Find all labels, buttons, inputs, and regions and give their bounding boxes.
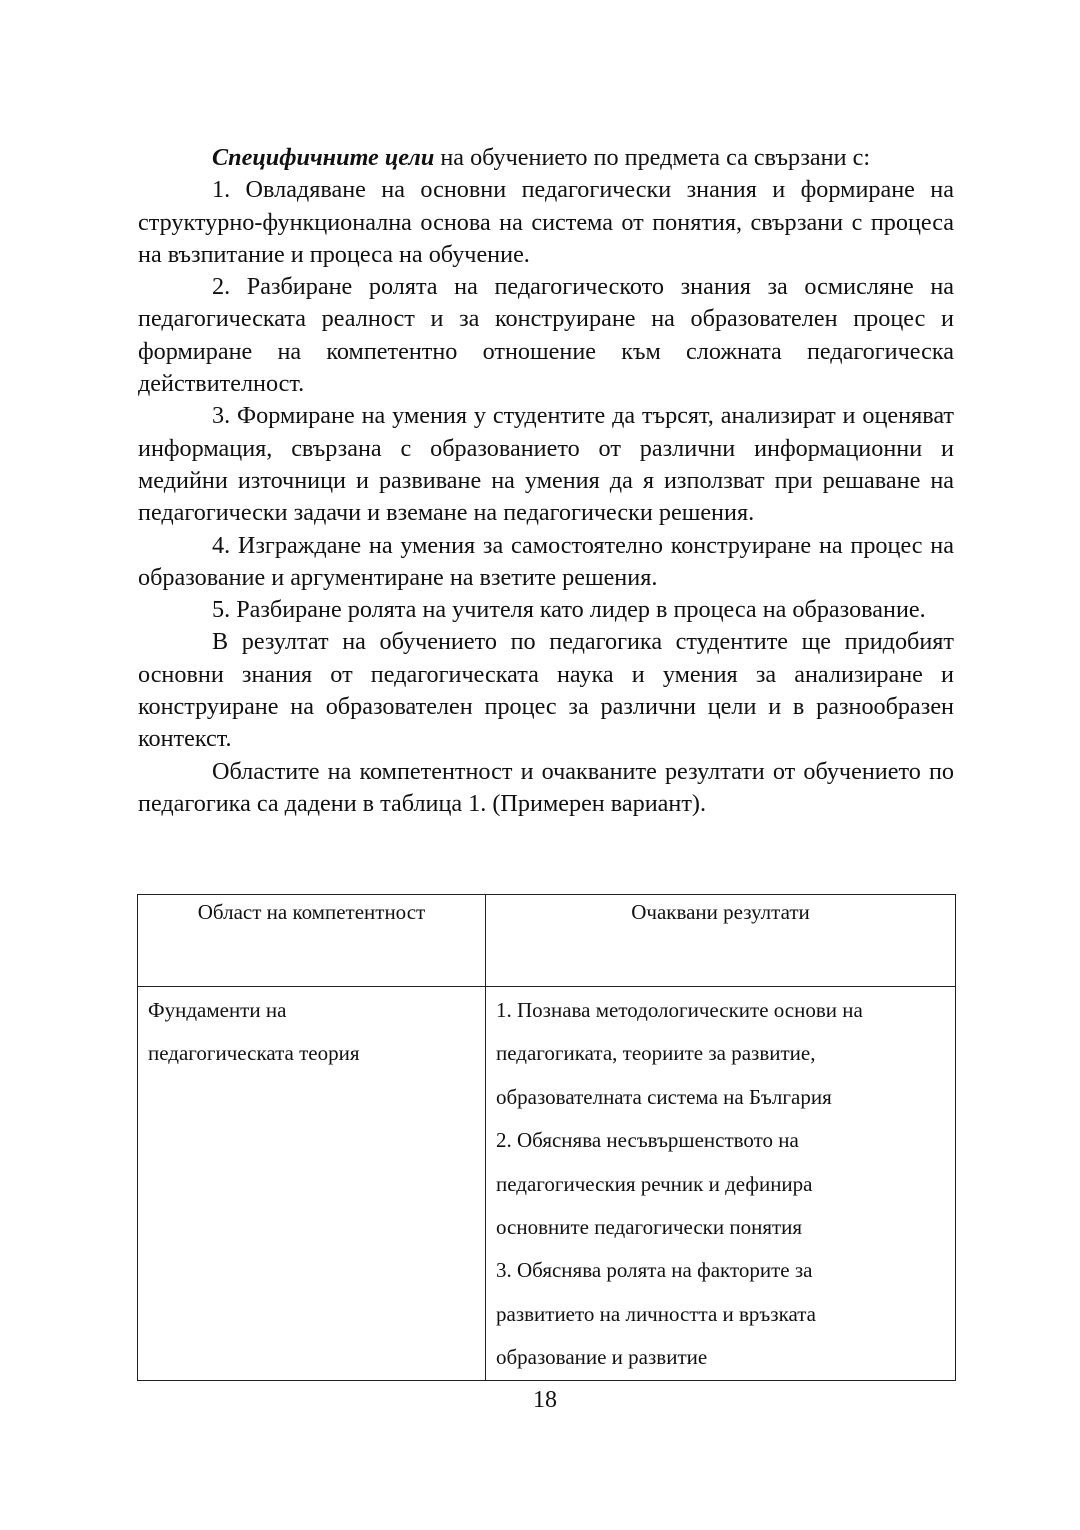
table-intro: Областите на компетентност и очакваните резултати от обучението по педагогика са дадени в таблица 1. (Примерен вариант).	[138, 757, 954, 817]
header-expected-results: Очаквани резултати	[486, 895, 956, 987]
result-line: развитието на личността и връзката	[496, 1301, 816, 1326]
page-number: 18	[533, 1387, 557, 1413]
body-text	[138, 142, 954, 820]
result-line: 2. Обяснява несъвършенството на	[496, 1128, 799, 1153]
goal-5: 5. Разбиране ролята на учителя като лидер в процеса на образование.	[212, 596, 926, 624]
table-header-row	[138, 895, 956, 987]
table-row	[138, 987, 956, 1381]
area-line: педагогическата теория	[148, 1041, 360, 1066]
competence-table	[137, 894, 956, 1381]
specific-goals-emphasis: Специфичните цели	[212, 144, 435, 171]
cell-expected-results	[486, 987, 956, 1381]
goal-1: 1. Овладяване на основни педагогически знания и формиране на структурно-функционална основа на система от понятия, свързани с процеса на възпитание и процеса на обучение.	[138, 176, 954, 268]
specific-goals-intro-rest: на обучението по предмета са свързани с:	[434, 144, 871, 171]
goal-4: 4. Изграждане на умения за самостоятелно конструиране на процес на образование и аргументиране на взетите решения.	[138, 531, 954, 591]
result-line: педагогическия речник и дефинира	[496, 1171, 813, 1196]
result-line: 1. Познава методологическите основи на	[496, 998, 863, 1022]
competence-table-wrapper	[137, 894, 955, 1370]
cell-competence-area	[138, 987, 486, 1381]
goal-2: 2. Разбиране ролята на педагогическото знания за осмисляне на педагогическата реалност и за конструиране на образователен процес и формиране на компетентно отношение към сложната педагогическа действителност.	[138, 273, 954, 398]
header-competence-area: Област на компетентност	[138, 895, 486, 987]
result-line: образователната система на България	[496, 1084, 832, 1109]
result-line: образование и развитие	[496, 1345, 708, 1370]
result-line: 3. Обяснява ролята на факторите за	[496, 1258, 813, 1283]
area-line: Фундаменти на	[148, 998, 287, 1022]
result-line: педагогиката, теориите за развитие,	[496, 1041, 816, 1066]
specific-goals-intro	[138, 142, 954, 174]
goal-3: 3. Формиране на умения у студентите да търсят, анализират и оценяват информация, свързана с образованието от различни информационни и медийни източници и развиване на умения да я използват при решаване на педагогически задачи и вземане на педагогически решения.	[138, 402, 954, 527]
result-paragraph: В резултат на обучението по педагогика студентите ще придобият основни знания от педагогическата наука и умения за анализиране и конструиране на образователен процес за различни цели и в разнообразен контекст.	[138, 628, 954, 753]
result-line: основните педагогически понятия	[496, 1215, 803, 1240]
